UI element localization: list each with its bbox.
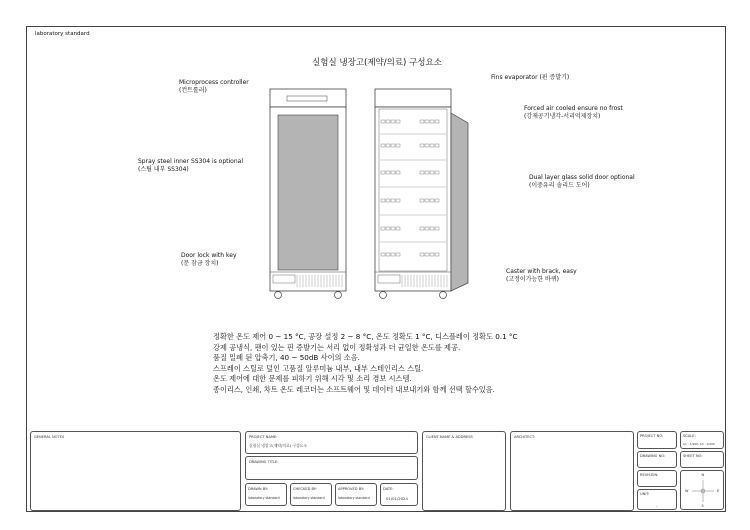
general-notes-box [30, 431, 241, 511]
date-box [380, 483, 418, 506]
callout-fins-evaporator: Fins evaporator (핀 증발기) [491, 74, 570, 81]
unit-label: UNIT: [640, 492, 650, 496]
drawing-title-label: DRAWING TITLE: [249, 460, 279, 464]
unit-box [637, 489, 677, 510]
compass-south: S [701, 504, 704, 508]
spec-line: 품질 밀폐 된 압축기, 40 ~ 50dB 사이의 소음. [213, 353, 360, 362]
scale-value: A1 : 1/100, A3 : 1/200 [683, 442, 715, 446]
fridge-front-illustration [267, 87, 357, 302]
client-box [422, 431, 506, 511]
fridge-open-illustration [372, 87, 472, 302]
brand-label: laboratory standard [35, 31, 90, 37]
callout-dual-layer: Dual layer glass solid door optional (이중유리 솔리드 도어) [529, 174, 635, 189]
approved-by-box [335, 483, 377, 506]
project-no-label: PROJECT NO: [640, 434, 664, 438]
revision-label: REVISION: [640, 473, 659, 477]
compass-east: E [717, 489, 720, 493]
general-notes-label: GENERAL NOTES [34, 435, 65, 439]
revision-box [637, 470, 677, 487]
sheet-no-box [680, 451, 724, 468]
callout-caster: Caster with brack, easy (고정이가능한 바퀴) [506, 268, 577, 283]
spec-description [213, 332, 518, 395]
checked-by-value: laboratory standard [293, 496, 325, 500]
callout-door-lock: Door lock with key (문 잠금 장치) [181, 252, 237, 267]
spec-line: 강제 공냉식, 팬이 있는 핀 증발기는 서리 없이 정확성과 더 균일한 온도를 제공. [213, 342, 461, 352]
approved-by-label: APPROVED BY: [338, 487, 364, 491]
drawing-sheet [26, 26, 726, 512]
client-label: CLIENT NAME & ADDRESS [426, 435, 473, 439]
spec-line: 종이리스, 인쇄, 차트 온도 레코더는 소프트웨어 및 데이터 내보내기와 함께 선택 할수있음. [213, 384, 495, 394]
approved-by-value: laboratory standard [338, 496, 370, 500]
architect-box [510, 431, 634, 511]
scale-label: SCALE: [683, 434, 696, 438]
spec-line: 온도 제어에 대한 문제를 피하기 위해 시각 및 소리 경보 시스템. [213, 374, 412, 383]
north-arrow-box [680, 470, 724, 510]
scale-box [680, 431, 724, 449]
drawn-by-box [245, 483, 287, 506]
compass-west: W [685, 489, 689, 493]
drawn-by-value: laboratory standard [248, 496, 280, 500]
project-name-label: PROJECT NAME: [249, 435, 278, 439]
project-name-value: 실험실 냉장고(제약/의료) 구성요소 [249, 443, 308, 448]
drawing-title-box [245, 456, 418, 480]
project-no-box [637, 431, 677, 449]
drawn-by-label: DRAWN BY: [248, 487, 268, 491]
architect-label: ARCHITECT: [514, 435, 536, 439]
date-label: DATE: [383, 487, 394, 491]
spec-line: 정확한 온도 제어 0 ~ 15 °C, 공장 설정 2 ~ 8 °C, 온도 정확도 1 °C, 디스플레이 정확도 0.1 °C [213, 332, 518, 341]
page-title: 실험실 냉장고(제약/의료) 구성요소 [312, 58, 442, 68]
sheet-no-label: SHEET NO: [683, 454, 703, 458]
callout-spray-steel: Spray steel inner SS304 is optional (스틸 내부 SS304) [138, 158, 243, 173]
checked-by-box [290, 483, 332, 506]
spec-line: 스프레이 스틸로 덮인 고품질 알루미늄 내부, 내부 스테인리스 스틸. [213, 363, 424, 373]
callout-microprocess: Microprocess controller (컨트롤러) [179, 79, 249, 94]
unit-value: - [656, 503, 658, 508]
compass-north: N [701, 473, 705, 477]
checked-by-label: CHECKED BY: [293, 487, 317, 491]
date-value: 01/01/2024 [386, 496, 408, 501]
callout-forced-air: Forced air cooled ensure no frost (강제공기냉각-서리억제장치) [524, 105, 623, 120]
drawing-no-box [637, 451, 677, 468]
project-name-box [245, 431, 418, 454]
drawing-no-label: DRAWING NO: [640, 454, 666, 458]
